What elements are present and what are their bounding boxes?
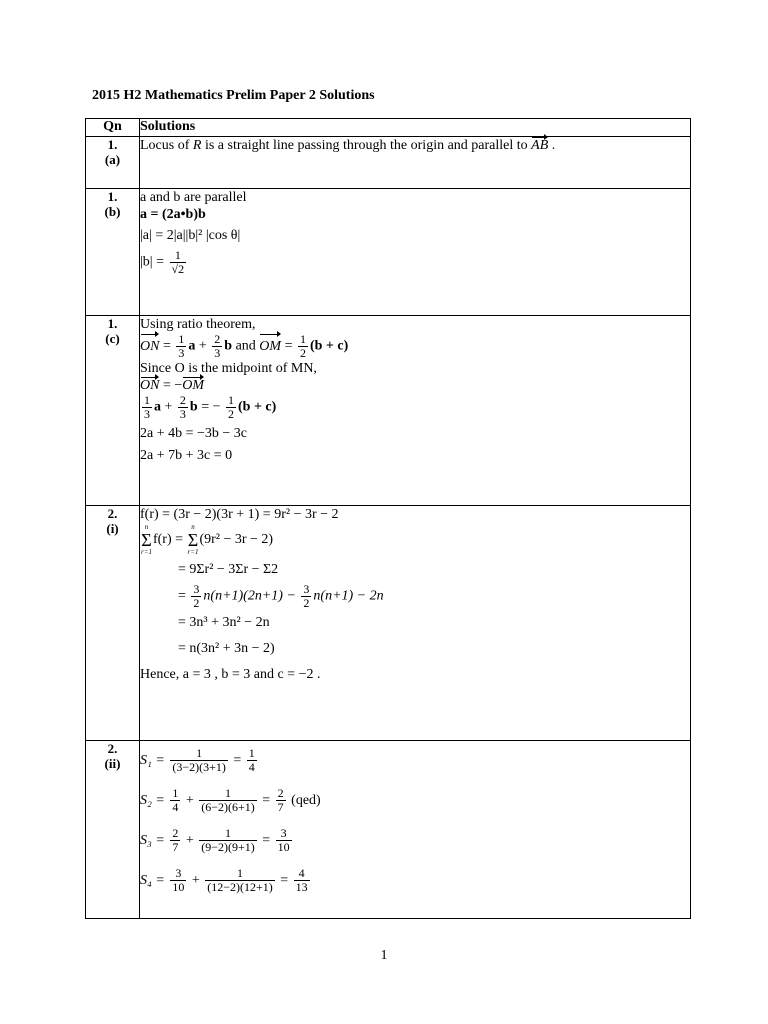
page-number: 1: [380, 948, 388, 963]
line-cubic: = 3n³ + 3n² − 2n: [178, 615, 270, 630]
table-header-row: [86, 119, 691, 137]
table-row: [86, 741, 691, 919]
question-number-2ii: 2. (ii): [86, 741, 140, 919]
line-parallel: a and b are parallel: [140, 190, 247, 205]
line-on-neg-om: ON = −OM: [140, 378, 205, 393]
line-split-sum: = 9Σr² − 3Σr − Σ2: [178, 562, 279, 577]
line-s4: S₄ = $\frac{3}{10}$ + $\frac{1}{(12-2)(12+1)}$ = $\frac{4}{13}$: [140, 866, 308, 895]
line-a-eq: a = (2a•b)b: [140, 207, 206, 222]
line-modulus: |a| = 2|a||b|² |cos θ|: [140, 228, 241, 243]
solution-2i: [140, 506, 691, 741]
line-ratio-theorem: Using ratio theorem,: [140, 317, 256, 332]
line-final: 2a + 7b + 3c = 0: [140, 448, 233, 463]
solution-1a: Locus of R is a straight line passing through the origin and parallel to AB .: [140, 137, 691, 189]
line-factored: = n(3n² + 3n − 2): [178, 641, 275, 656]
qed-note: (qed): [291, 793, 321, 808]
question-number-1c: 1. (c): [86, 316, 140, 506]
line-s2: S₂ = $\frac{1}{4}$ + $\frac{1}{(6-2)(6+1)}$ = $\frac{2}{7}$ (qed): [140, 786, 321, 815]
line-sum-fr: n Σ r=1 f(r) = n Σ r=1 (9r² − 3r − 2): [141, 523, 274, 556]
line-substitute: $\frac{1}{3}$ a + $\frac{2}{3}$ b = − $\frac{1}{2}$ (b + c): [144, 393, 277, 421]
solution-1b: [140, 189, 691, 316]
question-number-2i: 2. (i): [86, 506, 140, 741]
line-fr: f(r) = (3r − 2)(3r + 1) = 9r² − 3r − 2: [140, 507, 339, 522]
solution-1c: [140, 316, 691, 506]
table-row: [86, 506, 691, 741]
line-s3: S₃ = $\frac{2}{7}$ + $\frac{1}{(9-2)(9+1)}$ = $\frac{3}{10}$: [140, 826, 290, 855]
line-midpoint: Since O is the midpoint of MN,: [140, 361, 317, 376]
solution-2ii: [140, 741, 691, 919]
table-row: [86, 316, 691, 506]
document-title: 2015 H2 Mathematics Prelim Paper 2 Solutions: [92, 88, 375, 103]
solutions-table: [85, 118, 691, 919]
table-row: [86, 189, 691, 316]
header-solutions: Solutions: [140, 119, 691, 137]
table-row: [86, 137, 691, 189]
line-b-modulus: |b| = $\frac{1}{√2}$: [140, 248, 185, 276]
fraction-1-root2: $\frac{1}{√2}$: [171, 248, 185, 276]
question-number-1a: 1. (a): [86, 137, 140, 189]
line-hence: Hence, a = 3 , b = 3 and c = −2 .: [140, 667, 321, 682]
line-expanded: 2a + 4b = −3b − 3c: [140, 426, 248, 441]
question-number-1b: 1. (b): [86, 189, 140, 316]
vector-ab: AB: [531, 138, 549, 153]
header-qn: Qn: [86, 119, 140, 137]
line-formula: = $\frac{3}{2}$ n(n+1)(2n+1) − $\frac{3}{2}$ n(n+1) − 2n: [178, 582, 384, 610]
line-s1: S₁ = $\frac{1}{(3-2)(3+1)}$ = $\frac{1}{4}$: [140, 746, 255, 775]
line-on-om: ON = $\frac{1}{3}$ a + $\frac{2}{3}$ b and OM = $\frac{1}{2}$ (b + c): [140, 332, 349, 360]
